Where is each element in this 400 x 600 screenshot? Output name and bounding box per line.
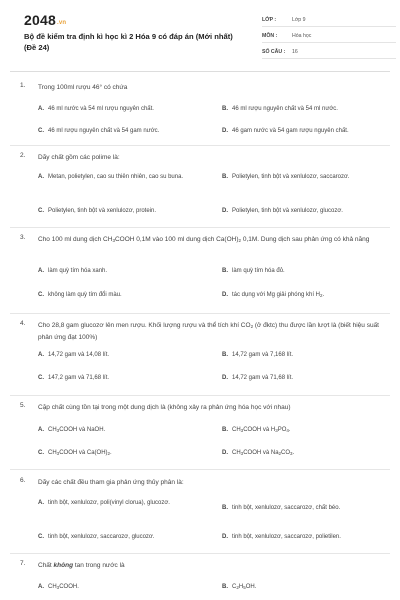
question-text: Cho 100 ml dung dịch $CH_3COOH$ 0,1M vào 100 ml dung dịch $Ca(OH)_2$ 0,1M. Dung dịch sau phản ứng có khả năng <box>38 236 370 243</box>
option-c[interactable]: C. 147,2 gam và 71,68 lít. <box>38 375 110 381</box>
option-b[interactable]: B. $C_2H_5OH$. <box>222 584 257 590</box>
question-4 <box>10 314 390 396</box>
meta-label: LỚP : <box>262 17 277 23</box>
question-5 <box>10 396 390 470</box>
question-list <box>10 76 390 600</box>
option-a[interactable]: A. Metan, polietylen, cao su thiên nhiên, cao su buna. <box>38 174 184 180</box>
question-3 <box>10 228 390 314</box>
question-text: Chất không tan trong nước là <box>38 562 125 569</box>
meta-row-count <box>262 46 396 59</box>
question-number: 3. <box>20 234 26 241</box>
meta-label: SỐ CÂU : <box>262 49 286 55</box>
meta-row-class <box>262 14 396 27</box>
question-6 <box>10 470 390 554</box>
question-text: Dãy các chất đều tham gia phản ứng thủy phân là: <box>38 479 184 486</box>
option-c[interactable]: C. không làm quỳ tím đổi màu. <box>38 292 122 298</box>
option-b[interactable]: B. Polietylen, tinh bột và xenlulozơ, saccarozơ. <box>222 174 350 180</box>
question-number: 1. <box>20 82 26 89</box>
option-b[interactable]: B. 14,72 gam và 7,168 lít. <box>222 352 294 358</box>
question-number: 5. <box>20 402 26 409</box>
option-d[interactable]: D. tác dụng với Mg giải phóng khí $H_2$. <box>222 292 325 298</box>
question-number: 2. <box>20 152 26 159</box>
question-number: 4. <box>20 320 26 327</box>
question-number: 7. <box>20 560 26 567</box>
question-text: Cặp chất cùng tồn tại trong một dung dịch là (không xảy ra phản ứng hóa học với nhau) <box>38 404 291 411</box>
option-a[interactable]: A. 46 ml nước và 54 ml rượu nguyên chất. <box>38 106 154 112</box>
meta-value: Lớp 9 <box>292 17 306 23</box>
option-d[interactable]: D. tinh bột, xenlulozơ, saccarozơ, polietilen. <box>222 534 341 540</box>
option-d[interactable]: D. 14,72 gam và 71,68 lít. <box>222 375 294 381</box>
option-c[interactable]: C. Polietylen, tinh bột và xenlulozơ, protein. <box>38 208 156 214</box>
option-d[interactable]: D. Polietylen, tinh bột và xenlulozơ, glucozơ. <box>222 208 343 214</box>
document-meta <box>262 14 396 62</box>
question-text: Trong 100ml rượu 46° có chứa <box>38 84 128 91</box>
option-a[interactable]: A. 14,72 gam và 14,08 lít. <box>38 352 110 358</box>
question-number: 6. <box>20 477 26 484</box>
option-c[interactable]: C. tinh bột, xenlulozơ, saccarozơ, glucozơ. <box>38 534 155 540</box>
document-header <box>10 0 390 72</box>
option-a[interactable]: A. $CH_3COOH$ và NaOH. <box>38 427 106 433</box>
option-c[interactable]: C. 46 ml rượu nguyên chất và 54 gam nước. <box>38 128 160 134</box>
meta-label: MÔN : <box>262 33 278 39</box>
option-c[interactable]: C. $CH_3COOH$ và $Ca(OH)_2$. <box>38 450 112 456</box>
meta-value: 16 <box>292 49 298 55</box>
question-2 <box>10 146 390 228</box>
meta-value: Hóa học <box>292 33 312 39</box>
option-d[interactable]: D. 46 gam nước và 54 gam rượu nguyên chất. <box>222 128 349 134</box>
option-a[interactable]: A. $CH_3COOH$. <box>38 584 79 590</box>
option-b[interactable]: B. làm quỳ tím hóa đỏ. <box>222 268 285 274</box>
option-b[interactable]: B. 46 ml rượu nguyên chất và 54 ml nước. <box>222 106 338 112</box>
question-text: Dãy chất gồm các polime là: <box>38 154 120 161</box>
option-a[interactable]: A. làm quỳ tím hóa xanh. <box>38 268 108 274</box>
question-text: Cho 28,8 gam glucozơ lên men rượu. Khối lượng rượu và thể tích khí $CO_2$ (ở đktc) thu được lần lượt là (biết hiệu suất phản ứng đạt 100%) <box>38 322 379 341</box>
option-d[interactable]: D. $CH_3COOH$ và $Na_2CO_3$. <box>222 450 295 456</box>
site-logo[interactable]: 2048.vn <box>24 12 67 28</box>
option-b[interactable]: B. $CH_3COOH$ và $H_3PO_4$. <box>222 427 291 433</box>
question-1 <box>10 76 390 146</box>
option-a[interactable]: A. tinh bột, xenlulozơ, poli(vinyl clorua), glucozơ. <box>38 500 170 506</box>
meta-row-subject <box>262 30 396 43</box>
document-title: Bộ đề kiểm tra định kì học kì 2 Hóa 9 có đáp án (Mới nhất) (Đề 24) <box>24 32 233 52</box>
question-7 <box>10 554 390 600</box>
option-b[interactable]: B. tinh bột, xenlulozơ, saccarozơ, chất béo. <box>222 505 341 511</box>
